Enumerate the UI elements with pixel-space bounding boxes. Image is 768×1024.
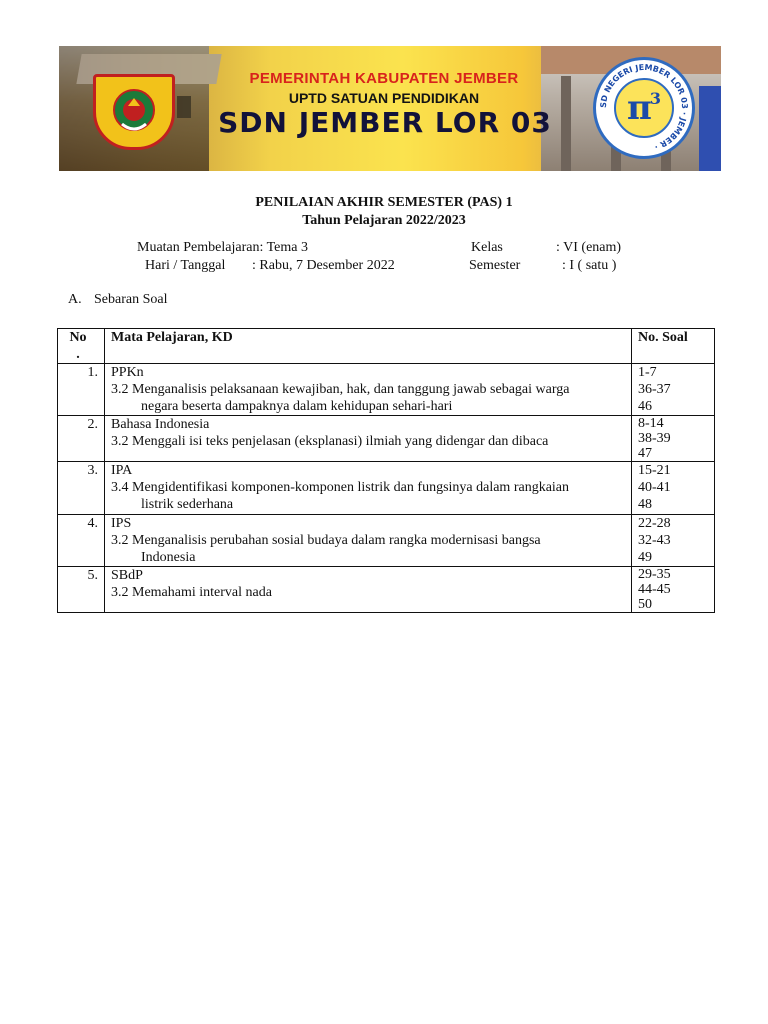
row-soal — [632, 567, 715, 613]
question-distribution-table — [57, 328, 715, 613]
logo-center — [614, 78, 674, 138]
banner-government-name: PEMERINTAH KABUPATEN JEMBER — [249, 70, 519, 87]
banner-school-name: SDN JEMBER LOR 03 — [218, 106, 552, 139]
soal-item: 46 — [638, 399, 652, 414]
row-kd — [105, 462, 632, 515]
row-no: 5. — [58, 567, 105, 613]
section-heading — [68, 292, 167, 308]
row-subject: PPKn — [111, 365, 144, 380]
kd-line1: 3.2 Menganalisis pelaksanaan kewajiban, hak, dan tanggung jawab sebagai warga — [111, 382, 570, 397]
soal-item: 8-14 — [638, 416, 664, 431]
logo-superscript: 3 — [649, 88, 662, 108]
section-letter: A. — [68, 292, 82, 307]
header-no — [58, 329, 105, 364]
kd-line2: listrik sederhana — [141, 497, 234, 512]
soal-item: 32-43 — [638, 533, 671, 548]
row-kd-text — [111, 381, 625, 415]
kd-line1: 3.4 Mengidentifikasi komponen-komponen listrik dan fungsinya dalam rangkaian — [111, 480, 570, 495]
soal-item: 1-7 — [638, 365, 657, 380]
hari-value: : Rabu, 7 Desember 2022 — [252, 258, 395, 273]
row-no: 2. — [58, 416, 105, 462]
soal-item: 38-39 — [638, 431, 671, 446]
row-soal — [632, 462, 715, 515]
document-title: PENILAIAN AKHIR SEMESTER (PAS) 1 — [255, 195, 513, 210]
soal-item: 47 — [638, 446, 652, 461]
table-row — [58, 567, 715, 613]
row-kd — [105, 416, 632, 462]
kd-line1: 3.2 Menggali isi teks penjelasan (eksplanasi) ilmiah yang didengar dan dibaca — [111, 434, 549, 449]
row-subject: IPA — [111, 463, 133, 478]
soal-item: 15-21 — [638, 463, 671, 478]
row-subject: SBdP — [111, 568, 143, 583]
muatan-label: Muatan Pembelajaran: Tema 3 — [137, 240, 308, 255]
banner-unit-name: UPTD SATUAN PENDIDIKAN — [288, 90, 480, 106]
row-soal — [632, 515, 715, 567]
kd-line2: Indonesia — [141, 550, 196, 565]
row-kd — [105, 364, 632, 416]
soal-item: 40-41 — [638, 480, 671, 495]
school-logo-icon — [593, 57, 695, 159]
hari-label: Hari / Tanggal — [145, 258, 226, 273]
soal-item: 29-35 — [638, 567, 671, 582]
row-kd-text — [111, 584, 625, 601]
row-no: 4. — [58, 515, 105, 567]
header-soal: No. Soal — [632, 329, 715, 364]
kd-line2: negara beserta dampaknya dalam kehidupan sehari-hari — [141, 399, 453, 414]
soal-item: 50 — [638, 597, 652, 612]
logo-pi-symbol: π — [626, 88, 652, 128]
semester-value: : I ( satu ) — [562, 258, 617, 273]
table-header-row — [58, 329, 715, 364]
table-row — [58, 416, 715, 462]
row-no: 3. — [58, 462, 105, 515]
soal-item: 22-28 — [638, 516, 671, 531]
row-kd-text — [111, 433, 625, 450]
row-kd-text — [111, 479, 625, 513]
header-no-line1: No — [69, 330, 87, 345]
table-row — [58, 515, 715, 567]
school-banner — [59, 46, 721, 171]
soal-item: 49 — [638, 550, 652, 565]
semester-label: Semester — [469, 258, 521, 273]
soal-item: 48 — [638, 497, 652, 512]
header-no-line2: . — [76, 347, 80, 362]
row-soal — [632, 364, 715, 416]
soal-item: 36-37 — [638, 382, 671, 397]
row-soal — [632, 416, 715, 462]
kd-line1: 3.2 Memahami interval nada — [111, 585, 272, 600]
table-row — [58, 462, 715, 515]
soal-item: 44-45 — [638, 582, 671, 597]
row-subject: IPS — [111, 516, 132, 531]
row-kd-text — [111, 532, 625, 566]
logo-ring-text: SD NEGERI JEMBER LOR 03 · JEMBER · — [598, 62, 690, 152]
table-row — [58, 364, 715, 416]
row-subject: Bahasa Indonesia — [111, 417, 210, 432]
row-kd — [105, 515, 632, 567]
row-kd — [105, 567, 632, 613]
document-subtitle: Tahun Pelajaran 2022/2023 — [302, 213, 466, 228]
row-no: 1. — [58, 364, 105, 416]
jember-regency-crest-icon — [93, 74, 175, 150]
header-mapel: Mata Pelajaran, KD — [105, 329, 632, 364]
kelas-value: : VI (enam) — [556, 240, 622, 255]
kd-line1: 3.2 Menganalisis perubahan sosial budaya dalam rangka modernisasi bangsa — [111, 533, 541, 548]
kelas-label: Kelas — [471, 240, 503, 255]
section-title: Sebaran Soal — [94, 292, 168, 307]
